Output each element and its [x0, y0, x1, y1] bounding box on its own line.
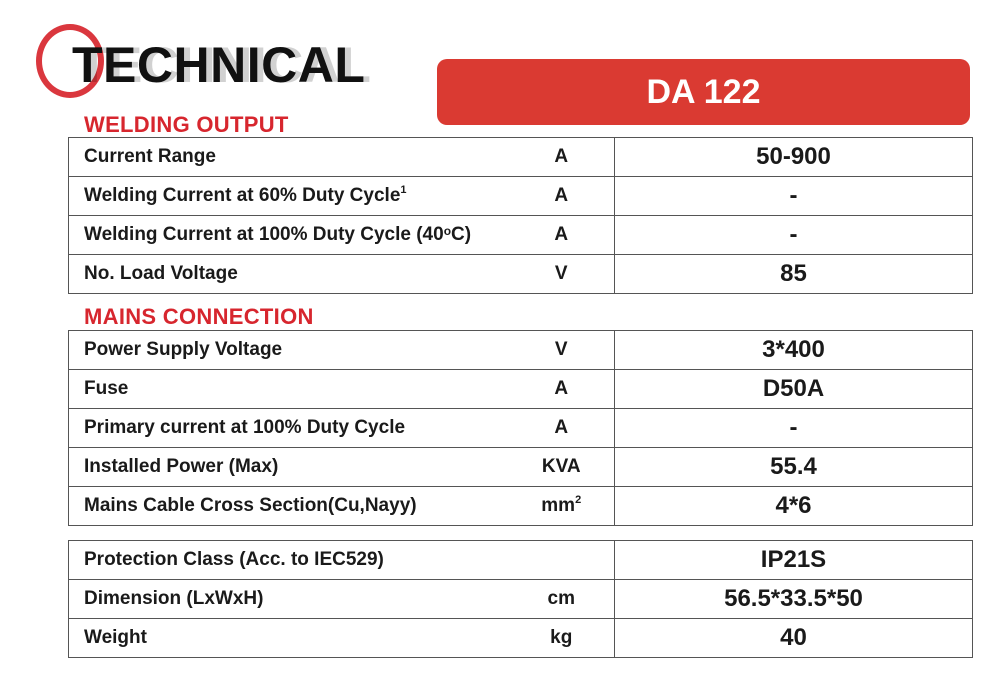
row-value: 85	[615, 255, 973, 294]
table-row	[69, 580, 973, 619]
row-unit: A	[529, 177, 615, 216]
row-value: D50A	[615, 370, 973, 409]
table-row	[69, 177, 973, 216]
row-unit: A	[529, 409, 615, 448]
row-value: IP21S	[615, 541, 973, 580]
table-row	[69, 216, 973, 255]
row-value: 55.4	[615, 448, 973, 487]
table-row	[69, 409, 973, 448]
row-label: Installed Power (Max)	[69, 448, 529, 487]
row-unit: A	[529, 370, 615, 409]
row-value: -	[615, 216, 973, 255]
table-row	[69, 370, 973, 409]
section-title-mains-connection: MAINS CONNECTION	[84, 304, 314, 329]
row-value: 4*6	[615, 487, 973, 526]
row-label: Current Range	[69, 138, 529, 177]
row-unit: kg	[529, 619, 615, 658]
row-label: Dimension (LxWxH)	[69, 580, 529, 619]
table-row	[69, 448, 973, 487]
row-unit: cm	[529, 580, 615, 619]
general-table	[68, 540, 973, 658]
welding-output-table	[68, 137, 973, 294]
table-row	[69, 331, 973, 370]
mains-connection-table	[68, 330, 973, 526]
row-label: Fuse	[69, 370, 529, 409]
row-label: Welding Current at 100% Duty Cycle (40$^o$C)	[69, 216, 529, 255]
row-label: Mains Cable Cross Section(Cu,Nayy)	[69, 487, 529, 526]
row-value: 3*400	[615, 331, 973, 370]
row-unit: A	[529, 138, 615, 177]
section-title-welding-output: WELDING OUTPUT	[84, 112, 289, 137]
logo-text: TECHNICAL	[72, 37, 366, 93]
technical-logo	[36, 22, 366, 117]
row-label: Primary current at 100% Duty Cycle	[69, 409, 529, 448]
row-value: -	[615, 177, 973, 216]
table-row	[69, 619, 973, 658]
table-row	[69, 255, 973, 294]
model-banner: DA 122	[437, 59, 970, 125]
row-label: Power Supply Voltage	[69, 331, 529, 370]
row-label: No. Load Voltage	[69, 255, 529, 294]
row-unit: A	[529, 216, 615, 255]
row-value: 56.5*33.5*50	[615, 580, 973, 619]
row-unit: V	[529, 255, 615, 294]
row-unit	[529, 541, 615, 580]
table-row	[69, 541, 973, 580]
row-unit: $mm^2$	[529, 487, 615, 526]
table-row	[69, 138, 973, 177]
table-row	[69, 487, 973, 526]
row-value: 40	[615, 619, 973, 658]
row-unit: KVA	[529, 448, 615, 487]
row-label: Welding Current at 60% Duty Cycle$^1$	[69, 177, 529, 216]
row-label: Weight	[69, 619, 529, 658]
row-label: Protection Class (Acc. to IEC529)	[69, 541, 529, 580]
row-value: 50-900	[615, 138, 973, 177]
row-value: -	[615, 409, 973, 448]
row-unit: V	[529, 331, 615, 370]
